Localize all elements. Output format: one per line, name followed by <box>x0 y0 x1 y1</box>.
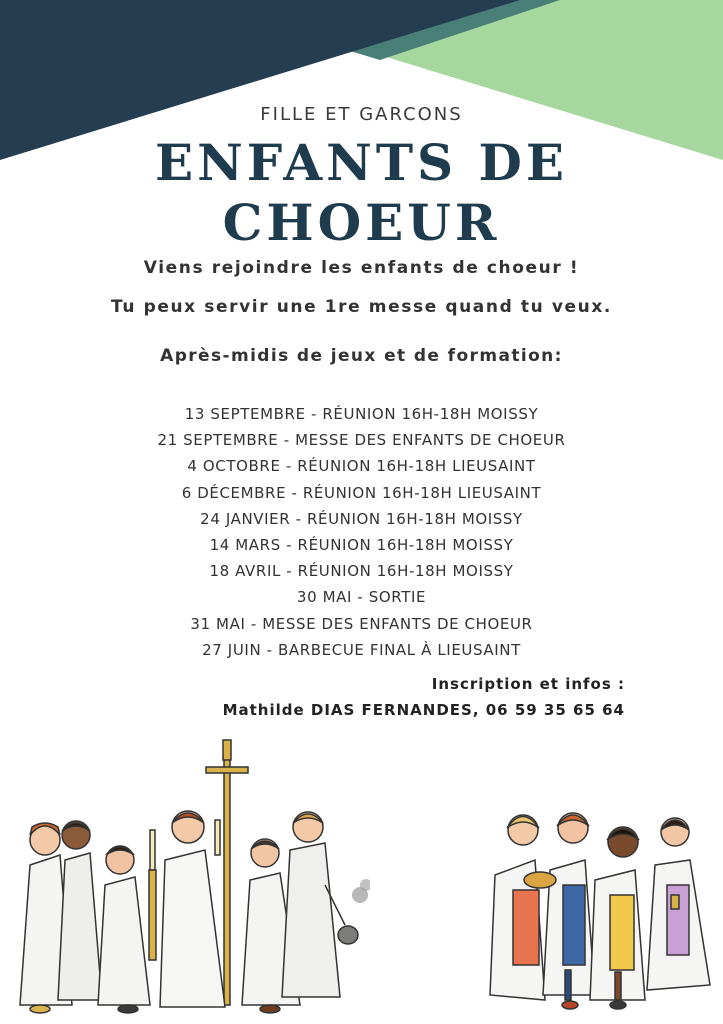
server-shoe <box>610 1001 626 1009</box>
server-dress <box>563 885 585 965</box>
schedule-list <box>0 401 723 663</box>
altar-servers-procession-illustration <box>10 735 370 1020</box>
kicker-text: FILLE ET GARCONS <box>260 104 463 125</box>
server-shoe <box>118 1005 138 1013</box>
intro-line-1: Viens rejoindre les enfants de choeur ! <box>143 258 580 278</box>
schedule-item: 14 MARS - RÉUNION 16H-18H MOISSY <box>209 536 514 555</box>
server-robe <box>282 843 340 997</box>
server-robe <box>160 850 225 1007</box>
server-shoe <box>30 1005 50 1013</box>
schedule-item: 13 SEPTEMBRE - RÉUNION 16H-18H MOISSY <box>184 405 539 423</box>
server-leg <box>565 970 571 1000</box>
schedule-item: 24 JANVIER - RÉUNION 16H-18H MOISSY <box>200 509 523 528</box>
candle <box>215 820 220 855</box>
schedule-item: 21 SEPTEMBRE - MESSE DES ENFANTS DE CHOEUR <box>157 431 566 450</box>
server-shoe <box>562 1001 578 1009</box>
server-shoe <box>260 1005 280 1013</box>
basket <box>524 872 556 888</box>
server-dress <box>513 890 539 965</box>
server-robe <box>58 853 102 1000</box>
contact-details: Mathilde DIAS FERNANDES, 06 59 35 65 64 <box>222 701 625 719</box>
schedule-item: 18 AVRIL - RÉUNION 16H-18H MOISSY <box>209 562 514 581</box>
schedule-item: 27 JUIN - BARBECUE FINAL À LIEUSAINT <box>202 640 521 659</box>
title-line-1: ENFANTS DE <box>154 133 569 192</box>
server-robe <box>98 877 150 1005</box>
cross-bar <box>206 767 248 773</box>
chalice <box>671 895 679 909</box>
title-line-2: CHOEUR <box>222 193 501 252</box>
contact-label: Inscription et infos : <box>431 675 625 693</box>
schedule-item: 6 DÉCEMBRE - RÉUNION 16H-18H LIEUSAINT <box>181 483 542 502</box>
schedule-item: 31 MAI - MESSE DES ENFANTS DE CHOEUR <box>190 614 533 633</box>
censer <box>338 926 358 944</box>
intro-line-3: Après-midis de jeux et de formation: <box>160 346 563 366</box>
candle-holder <box>149 870 156 960</box>
poster-title <box>0 133 723 253</box>
cross-top <box>223 740 231 760</box>
server-dress <box>610 895 634 970</box>
intro-line-2: Tu peux servir une 1re messe quand tu veux. <box>111 297 612 317</box>
schedule-item: 30 MAI - SORTIE <box>296 588 427 607</box>
candle <box>150 830 155 870</box>
cross-staff <box>224 755 230 1005</box>
schedule-item: 4 OCTOBRE - RÉUNION 16H-18H LIEUSAINT <box>187 457 536 476</box>
girl-altar-servers-illustration <box>485 800 715 1015</box>
server-leg <box>615 972 621 1000</box>
